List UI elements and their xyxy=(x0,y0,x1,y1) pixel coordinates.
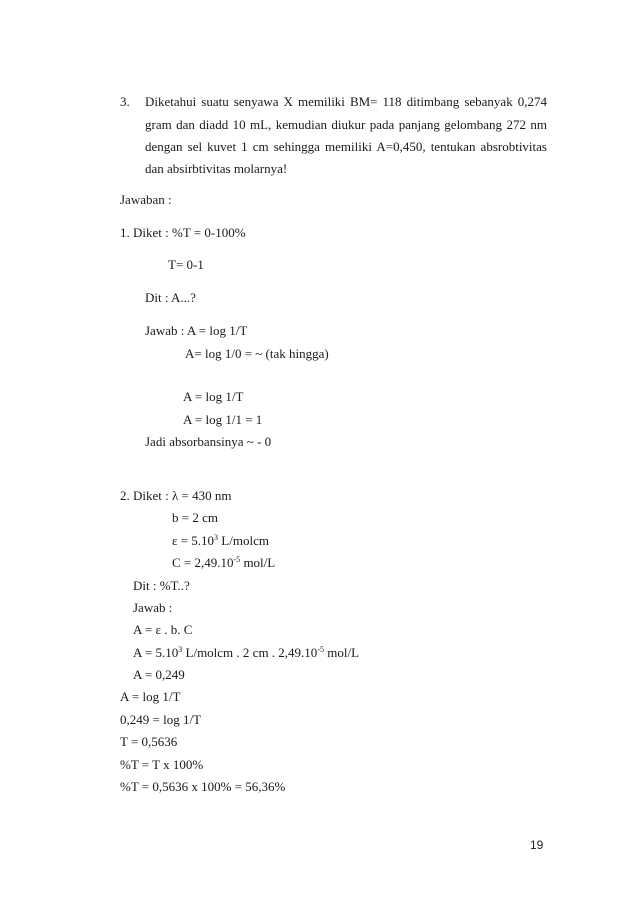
answer2-substitution: $A = 5.10^3$ L/molcm . 2 cm . $2,49.10^{-5}$ mol/L xyxy=(133,645,360,660)
answer2-line1: A = log 1/T xyxy=(120,689,181,704)
answer2-line3: T = 0,5636 xyxy=(120,734,178,749)
answer1-conclusion: Jadi absorbansinya ~ - 0 xyxy=(145,434,272,449)
answer2-line4: %T = T x 100% xyxy=(120,757,204,772)
question-number: 3. xyxy=(120,94,130,109)
question-line-1: Diketahui suatu senyawa X memiliki BM= 118 ditimbang sebanyak 0,274 xyxy=(145,94,547,109)
answer2-a-value: A = 0,249 xyxy=(133,667,185,682)
answer1-step2: A = log 1/T xyxy=(183,389,244,404)
answer2-concentration: $C = 2,49.10^{-5}$ mol/L xyxy=(172,555,276,570)
question-line-4: dan absirbtivitas molarnya! xyxy=(145,161,288,176)
answer1-jawab: Jawab : A = log 1/T xyxy=(145,323,248,338)
answer2-diket: 2. Diket : λ = 430 nm xyxy=(120,488,232,503)
question-line-3: dengan sel kuvet 1 cm sehingga memiliki A=0,450, tentukan absrobtivitas xyxy=(145,139,547,154)
page-number: 19 xyxy=(530,838,544,852)
answer2-dit: Dit : %T..? xyxy=(133,578,190,593)
answer1-step1: A= log 1/0 = ~ (tak hingga) xyxy=(185,346,329,361)
answer-heading: Jawaban : xyxy=(120,192,172,207)
answer2-b: b = 2 cm xyxy=(172,510,218,525)
answer1-diket: 1. Diket : %T = 0-100% xyxy=(120,225,246,240)
answer1-step3: A = log 1/1 = 1 xyxy=(183,412,263,427)
question-line-2: gram dan diadd 10 mL, kemudian diukur pada panjang gelombang 272 nm xyxy=(145,117,547,132)
answer2-formula: A = ε . b. C xyxy=(133,622,193,637)
answer1-t-range: T= 0-1 xyxy=(168,257,204,272)
answer2-epsilon: $\varepsilon = 5.10^3$ L/molcm xyxy=(172,533,269,548)
answer2-line5: %T = 0,5636 x 100% = 56,36% xyxy=(120,779,286,794)
answer2-line2: 0,249 = log 1/T xyxy=(120,712,201,727)
answer2-jawab: Jawab : xyxy=(133,600,173,615)
answer1-dit: Dit : A...? xyxy=(145,290,196,305)
